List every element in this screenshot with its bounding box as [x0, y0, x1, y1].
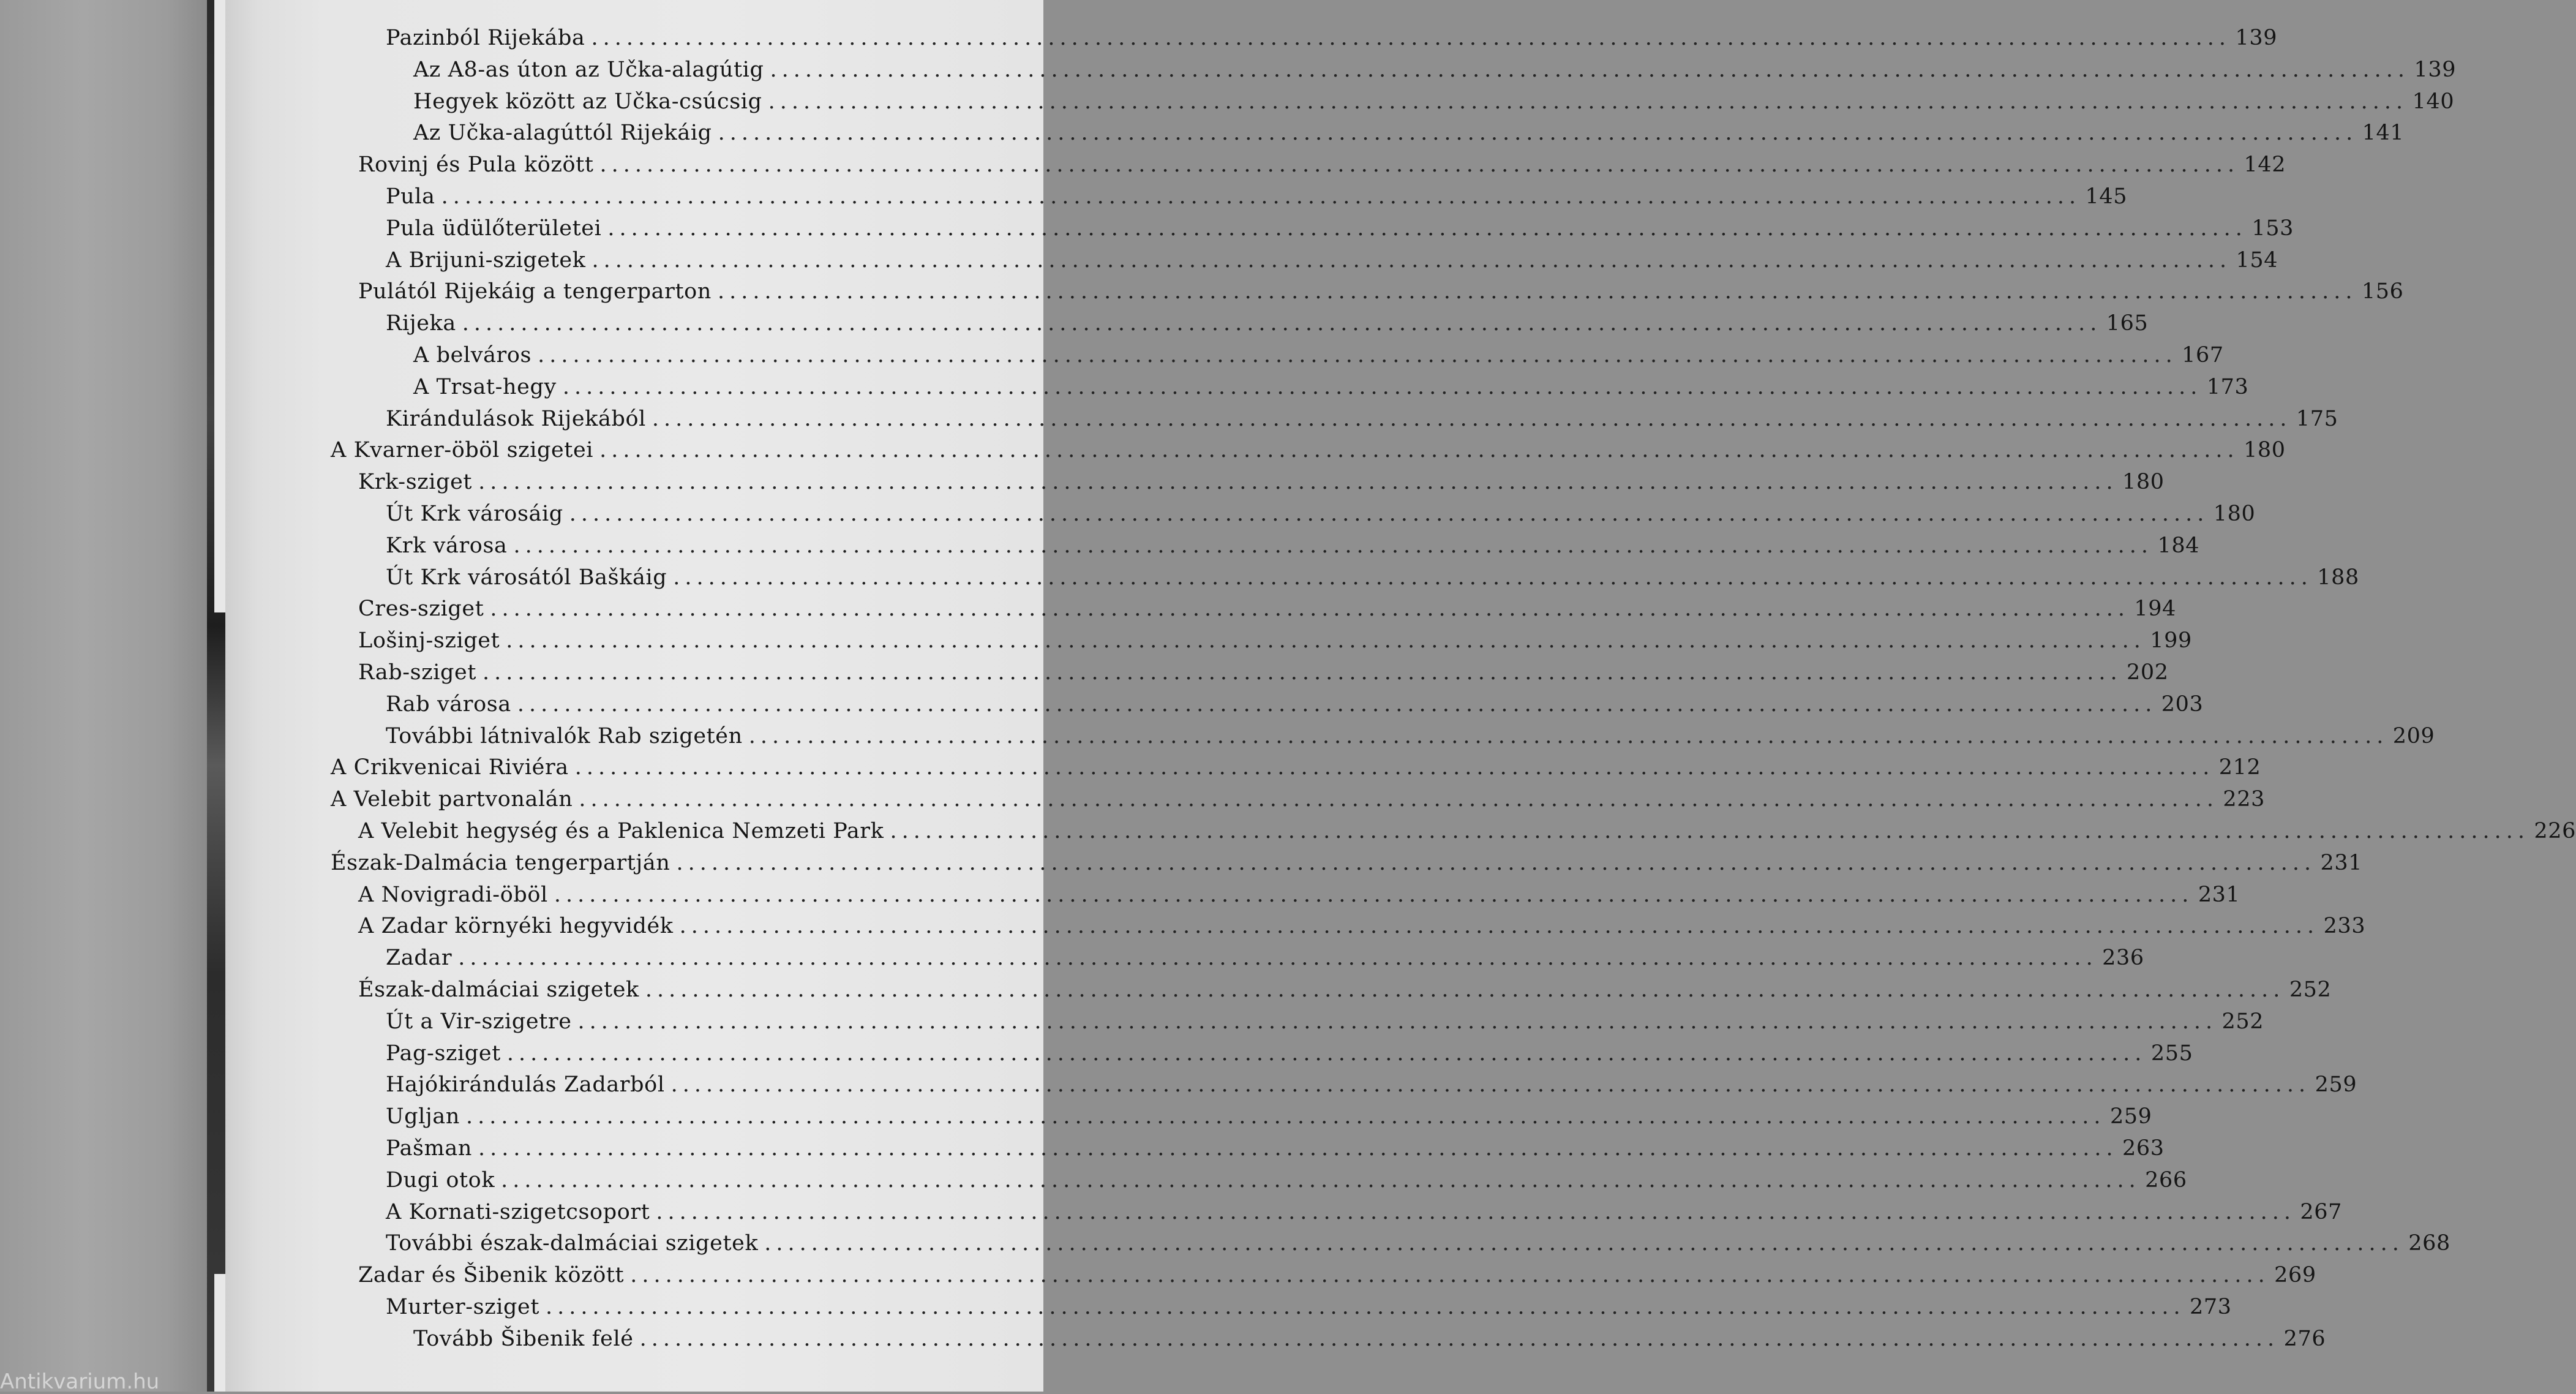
dot-leader: ............................................................................................................................................	[591, 26, 2231, 50]
toc-entry-title: Hegyek között az Učka-csúcsig	[413, 89, 762, 114]
toc-entry	[331, 787, 2265, 819]
toc-entry	[413, 121, 2405, 153]
toc-entry	[358, 153, 2286, 184]
toc-entry-title: Cres-sziget	[358, 597, 484, 622]
toc-entry-title: A Crikvenicai Riviéra	[331, 755, 569, 780]
toc-entry	[386, 1167, 2187, 1200]
toc-entry	[358, 470, 2165, 502]
toc-entry	[386, 216, 2294, 248]
dot-leader: ............................................................................................................................................	[574, 755, 2215, 780]
dot-leader: ............................................................................................................................................	[673, 565, 2313, 590]
toc-entry-page-number: 259	[2315, 1072, 2357, 1098]
toc-entry-title: Pazinból Rijekába	[386, 26, 585, 50]
toc-entry	[386, 406, 2338, 439]
toc-entry-title: Út Krk városától Baškáig	[386, 565, 667, 590]
toc-entry	[358, 597, 2176, 628]
dot-leader: ............................................................................................................................................	[465, 1104, 2106, 1129]
toc-entry-title: Krk városa	[386, 533, 508, 558]
toc-entry	[386, 723, 2435, 756]
dot-leader: ............................................................................................................................................	[490, 597, 2130, 622]
dot-leader: ............................................................................................................................................	[569, 502, 2209, 526]
toc-entry-page-number: 268	[2408, 1231, 2450, 1256]
toc-entry-title: Murter-sziget	[386, 1295, 540, 1319]
toc-entry	[413, 374, 2249, 407]
toc-entry-page-number: 180	[2244, 438, 2286, 463]
toc-entry-page-number: 153	[2251, 216, 2294, 241]
dot-leader: ............................................................................................................................................	[639, 1326, 2280, 1351]
toc-entry-title: Rab-sziget	[358, 660, 477, 685]
dot-leader: ............................................................................................................................................	[768, 89, 2408, 114]
toc-entry-title: Pašman	[386, 1136, 473, 1161]
toc-entry-title: A Kvarner-öböl szigetei	[331, 438, 594, 463]
toc-entry-page-number: 231	[2320, 850, 2363, 875]
toc-entry-title: Krk-sziget	[358, 470, 473, 495]
toc-entry-page-number: 156	[2361, 279, 2404, 304]
toc-entry	[386, 1072, 2357, 1104]
dot-leader: ............................................................................................................................................	[748, 723, 2389, 748]
toc-entry-page-number: 145	[2085, 184, 2128, 209]
toc-page	[225, 0, 2576, 1392]
toc-entry-page-number: 203	[2161, 691, 2204, 717]
toc-entry	[386, 502, 2256, 533]
toc-entry-title: Pag-sziget	[386, 1041, 501, 1066]
toc-entry-title: A Velebit partvonalán	[331, 787, 573, 812]
toc-entry-page-number: 266	[2145, 1167, 2187, 1192]
dot-leader: ............................................................................................................................................	[506, 628, 2146, 654]
toc-entry-page-number: 139	[2235, 26, 2278, 50]
toc-entry	[413, 57, 2457, 89]
toc-entry-page-number: 209	[2392, 723, 2435, 748]
dot-leader: ............................................................................................................................................	[483, 660, 2122, 685]
toc-entry	[358, 628, 2192, 660]
dot-leader: ............................................................................................................................................	[770, 57, 2410, 82]
toc-entry-page-number: 231	[2198, 882, 2240, 907]
toc-entry-title: Pula	[386, 184, 435, 209]
watermark: Antikvarium.hu	[0, 1370, 160, 1394]
toc-entry	[386, 1009, 2264, 1041]
spine-strip	[214, 0, 225, 612]
toc-entry-title: Észak-Dalmácia tengerpartján	[331, 850, 670, 875]
toc-entry	[386, 533, 2200, 565]
toc-entry-page-number: 263	[2122, 1136, 2165, 1161]
toc-entry-title: Az Učka-alagúttól Rijekáig	[413, 121, 712, 146]
toc-entry	[358, 1263, 2316, 1295]
toc-entry-page-number: 175	[2296, 406, 2338, 431]
toc-entry	[331, 755, 2261, 787]
dot-leader: ............................................................................................................................................	[462, 311, 2102, 336]
toc-entry-title: Pulától Rijekáig a tengerparton	[358, 279, 712, 304]
toc-entry-page-number: 139	[2414, 57, 2457, 82]
dot-leader: ............................................................................................................................................	[441, 184, 2081, 209]
dot-leader: ............................................................................................................................................	[577, 1009, 2218, 1034]
toc-entry	[386, 1295, 2232, 1327]
toc-entry	[413, 343, 2224, 375]
toc-entry	[386, 311, 2149, 343]
toc-entry-title: A Kornati-szigetcsoport	[386, 1199, 650, 1224]
toc-entry-page-number: 233	[2323, 914, 2366, 939]
toc-entry	[386, 184, 2128, 216]
toc-entry	[386, 946, 2144, 978]
toc-entry-page-number: 273	[2190, 1295, 2232, 1319]
toc-entry-title: Hajókirándulás Zadarból	[386, 1072, 665, 1098]
toc-entry-page-number: 154	[2236, 247, 2278, 273]
toc-entry	[331, 438, 2286, 470]
toc-entry	[386, 247, 2278, 280]
dot-leader: ............................................................................................................................................	[506, 1041, 2147, 1066]
toc-entry-page-number: 180	[2122, 470, 2165, 495]
toc-entry-page-number: 194	[2134, 597, 2176, 622]
toc-entry-title: Dugi otok	[386, 1167, 495, 1192]
toc-entry	[358, 279, 2404, 311]
dot-leader: ............................................................................................................................................	[501, 1167, 2141, 1192]
toc-entry-title: További észak-dalmáciai szigetek	[386, 1231, 759, 1256]
toc-entry-title: Kirándulások Rijekából	[386, 406, 646, 431]
toc-entry	[386, 1104, 2152, 1136]
toc-entry-title: Pula üdülőterületei	[386, 216, 602, 241]
toc-entry	[331, 850, 2363, 883]
toc-entry	[386, 1199, 2342, 1232]
toc-entry-title: További látnivalók Rab szigetén	[386, 723, 743, 748]
toc-entry	[386, 1041, 2193, 1073]
toc-entry-title: Út Krk városáig	[386, 502, 563, 526]
toc-entry-title: Észak-dalmáciai szigetek	[358, 978, 639, 1002]
toc-entry-page-number: 259	[2109, 1104, 2152, 1129]
dot-leader: ............................................................................................................................................	[607, 216, 2247, 241]
toc-entry	[386, 1231, 2450, 1263]
dot-leader: ............................................................................................................................................	[517, 691, 2157, 717]
dot-leader: ............................................................................................................................................	[591, 247, 2232, 273]
toc-entry-page-number: 236	[2102, 946, 2144, 971]
dot-leader: ............................................................................................................................................	[554, 882, 2194, 907]
toc-entry	[358, 660, 2169, 692]
toc-entry	[358, 914, 2366, 946]
dot-leader: ............................................................................................................................................	[652, 406, 2292, 431]
toc-entry-page-number: 199	[2150, 628, 2192, 654]
toc-entry-page-number: 167	[2182, 343, 2224, 367]
toc-entry	[386, 26, 2278, 58]
toc-entry-page-number: 226	[2534, 819, 2576, 843]
toc-entry-page-number: 269	[2274, 1263, 2316, 1288]
dot-leader: ............................................................................................................................................	[599, 153, 2240, 178]
toc-entry-page-number: 140	[2412, 89, 2455, 114]
toc-entry-title: Rab városa	[386, 691, 511, 717]
toc-entry-title: Rijeka	[386, 311, 456, 336]
toc-entry-page-number: 184	[2157, 533, 2200, 558]
toc-entry-page-number: 188	[2317, 565, 2359, 590]
toc-entry	[413, 89, 2455, 121]
dot-leader: ............................................................................................................................................	[718, 121, 2358, 146]
toc-entry-title: A Zadar környéki hegyvidék	[358, 914, 674, 939]
dot-leader: ............................................................................................................................................	[458, 946, 2098, 971]
dot-leader: ............................................................................................................................................	[538, 343, 2177, 367]
dot-leader: ............................................................................................................................................	[890, 819, 2530, 843]
toc-entry-page-number: 142	[2244, 153, 2286, 178]
toc-entry-title: Az A8-as úton az Učka-alagútig	[413, 57, 764, 82]
toc-entry-page-number: 252	[2289, 978, 2332, 1002]
toc-entry	[358, 978, 2332, 1009]
toc-entry-page-number: 255	[2150, 1041, 2193, 1066]
dot-leader: ............................................................................................................................................	[562, 374, 2202, 399]
toc-entry-page-number: 212	[2218, 755, 2261, 780]
dot-leader: ............................................................................................................................................	[546, 1295, 2185, 1319]
dot-leader: ............................................................................................................................................	[764, 1231, 2404, 1256]
dot-leader: ............................................................................................................................................	[478, 470, 2118, 495]
dot-leader: ............................................................................................................................................	[478, 1136, 2118, 1161]
toc-entry-title: Tovább Šibenik felé	[413, 1326, 634, 1351]
toc-entry-page-number: 223	[2223, 787, 2265, 812]
toc-entry	[386, 565, 2359, 597]
dot-leader: ............................................................................................................................................	[679, 914, 2319, 939]
toc-entry	[358, 882, 2240, 914]
toc-entry-page-number: 180	[2213, 502, 2256, 526]
toc-entry-page-number: 165	[2106, 311, 2149, 336]
toc-entry-title: A Novigradi-öböl	[358, 882, 548, 907]
left-cover	[0, 0, 208, 1392]
toc-entry-title: Út a Vir-szigetre	[386, 1009, 572, 1034]
toc-entry-title: A Brijuni-szigetek	[386, 247, 586, 273]
toc-entry	[386, 1136, 2165, 1168]
dot-leader: ............................................................................................................................................	[656, 1199, 2296, 1224]
toc-entry-title: Rovinj és Pula között	[358, 153, 594, 178]
toc-entry-page-number: 173	[2206, 374, 2249, 399]
toc-entry	[413, 1326, 2326, 1358]
dot-leader: ............................................................................................................................................	[717, 279, 2357, 304]
toc-entry-page-number: 141	[2362, 121, 2405, 146]
dot-leader: ............................................................................................................................................	[645, 978, 2285, 1002]
dot-leader: ............................................................................................................................................	[630, 1263, 2270, 1288]
toc-entry-title: A Velebit hegység és a Paklenica Nemzeti Park	[358, 819, 884, 843]
toc-entry	[358, 819, 2576, 851]
toc-entry-title: Zadar és Šibenik között	[358, 1263, 625, 1288]
toc-entry-title: Lošinj-sziget	[358, 628, 500, 654]
toc-entry-page-number: 276	[2283, 1326, 2326, 1351]
toc-entry-title: Ugljan	[386, 1104, 460, 1129]
toc-entry	[386, 691, 2204, 724]
table-of-contents	[225, 0, 2576, 1392]
toc-entry-page-number: 202	[2127, 660, 2169, 685]
dot-leader: ............................................................................................................................................	[513, 533, 2154, 558]
dot-leader: ............................................................................................................................................	[670, 1072, 2311, 1098]
dot-leader: ............................................................................................................................................	[599, 438, 2239, 463]
toc-entry-title: A Trsat-hegy	[413, 374, 557, 399]
toc-entry-title: A belváros	[413, 343, 532, 367]
dot-leader: ............................................................................................................................................	[579, 787, 2218, 812]
toc-entry-page-number: 267	[2300, 1199, 2342, 1224]
toc-entry-page-number: 252	[2221, 1009, 2264, 1034]
toc-entry-title: Zadar	[386, 946, 452, 971]
dot-leader: ............................................................................................................................................	[676, 850, 2316, 875]
